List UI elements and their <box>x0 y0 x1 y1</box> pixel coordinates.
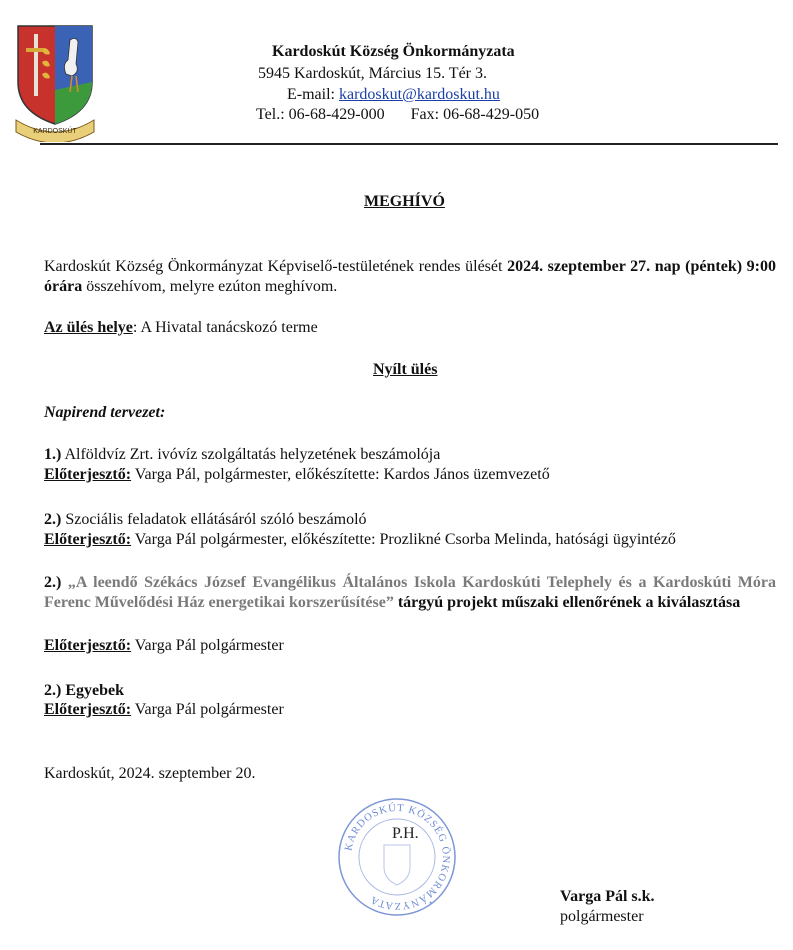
phone-number: Tel.: 06-68-429-000 <box>256 106 385 123</box>
meeting-datetime: 2024. szeptember 27. nap (péntek) 9:00 órára <box>44 258 777 295</box>
intro-text-2: összehívom, melyre ezúton meghívom. <box>82 278 338 295</box>
signature-role: polgármester <box>560 908 644 925</box>
document-title: MEGHÍVÓ <box>364 193 445 210</box>
crest-banner-text: KARDOSKÚT <box>33 128 77 135</box>
presenter-value: Varga Pál, polgármester, előkészítette: Kardos János üzemvezető <box>131 466 550 483</box>
signature-name: Varga Pál s.k. <box>560 888 655 905</box>
venue-label: Az ülés helye <box>44 319 133 336</box>
venue-row <box>44 318 318 338</box>
svg-text:*: * <box>429 900 433 909</box>
agenda-item-title-row <box>44 445 440 465</box>
email-label: E-mail: <box>287 86 339 103</box>
agenda-item-number: 2.) <box>44 574 62 591</box>
email-link[interactable]: kardoskut@kardoskut.hu <box>338 86 500 103</box>
agenda-item-presenter-row <box>44 636 284 656</box>
presenter-value: Varga Pál polgármester, előkészítette: Prozlikné Csorba Melinda, hatósági ügyintéző <box>131 531 676 548</box>
agenda-item-presenter-row <box>44 530 676 550</box>
official-stamp <box>336 795 458 919</box>
agenda-item-title: Alföldvíz Zrt. ivóvíz szolgáltatás helyzetének beszámolója <box>61 446 441 463</box>
agenda-item-number: 2.) <box>44 682 62 699</box>
fax-number: Fax: 06-68-429-050 <box>410 106 540 123</box>
agenda-item-title: Szociális feladatok ellátásáról szóló beszámoló <box>61 511 367 528</box>
intro-text-1: Kardoskút Község Önkormányzat Képviselő-testületének rendes ülését <box>44 258 508 275</box>
agenda-item-title-row <box>44 681 124 701</box>
agenda-item-number: 2.) <box>44 511 62 528</box>
agenda-item-title-row <box>44 573 776 613</box>
intro-paragraph <box>44 257 776 297</box>
agenda-item-title: Egyebek <box>61 682 124 699</box>
presenter-value: Varga Pál polgármester <box>131 701 284 718</box>
presenter-label: Előterjesztő: <box>44 466 132 483</box>
presenter-value: Varga Pál polgármester <box>131 637 284 654</box>
agenda-heading: Napirend tervezet: <box>44 404 166 421</box>
stamp-ring-text: KARDOSKÚT KÖZSÉG ÖNKORMÁNYZATA <box>343 802 452 912</box>
agenda-item-number: 1.) <box>44 446 62 463</box>
header-divider <box>40 143 778 145</box>
agenda-item-title-rest: tárgyú projekt műszaki ellenőrének a kiválasztása <box>393 594 741 611</box>
agenda-item-presenter-row <box>44 465 550 485</box>
agenda-item-title-row <box>44 510 367 530</box>
place-date: Kardoskút, 2024. szeptember 20. <box>44 765 256 782</box>
org-address: 5945 Kardoskút, Március 15. Tér 3. <box>258 65 487 82</box>
agenda-item-presenter-row <box>44 700 284 720</box>
org-email-row <box>287 85 500 105</box>
stamp-ph-label: P.H. <box>392 825 419 842</box>
coat-of-arms-logo <box>12 20 98 142</box>
presenter-label: Előterjesztő: <box>44 531 132 548</box>
agenda-item-project-title: „A leendő Székács József Evangélikus Általános Iskola Kardoskúti Telephely és a Kardoskúti Móra Ferenc Művelődési Ház energetikai korszerűsítése” <box>44 574 777 611</box>
venue-value: : A Hivatal tanácskozó terme <box>132 319 318 336</box>
org-contact-row <box>256 105 539 125</box>
session-type: Nyílt ülés <box>373 361 438 378</box>
presenter-label: Előterjesztő: <box>44 637 132 654</box>
org-name: Kardoskút Község Önkormányzata <box>272 43 515 60</box>
presenter-label: Előterjesztő: <box>44 701 132 718</box>
